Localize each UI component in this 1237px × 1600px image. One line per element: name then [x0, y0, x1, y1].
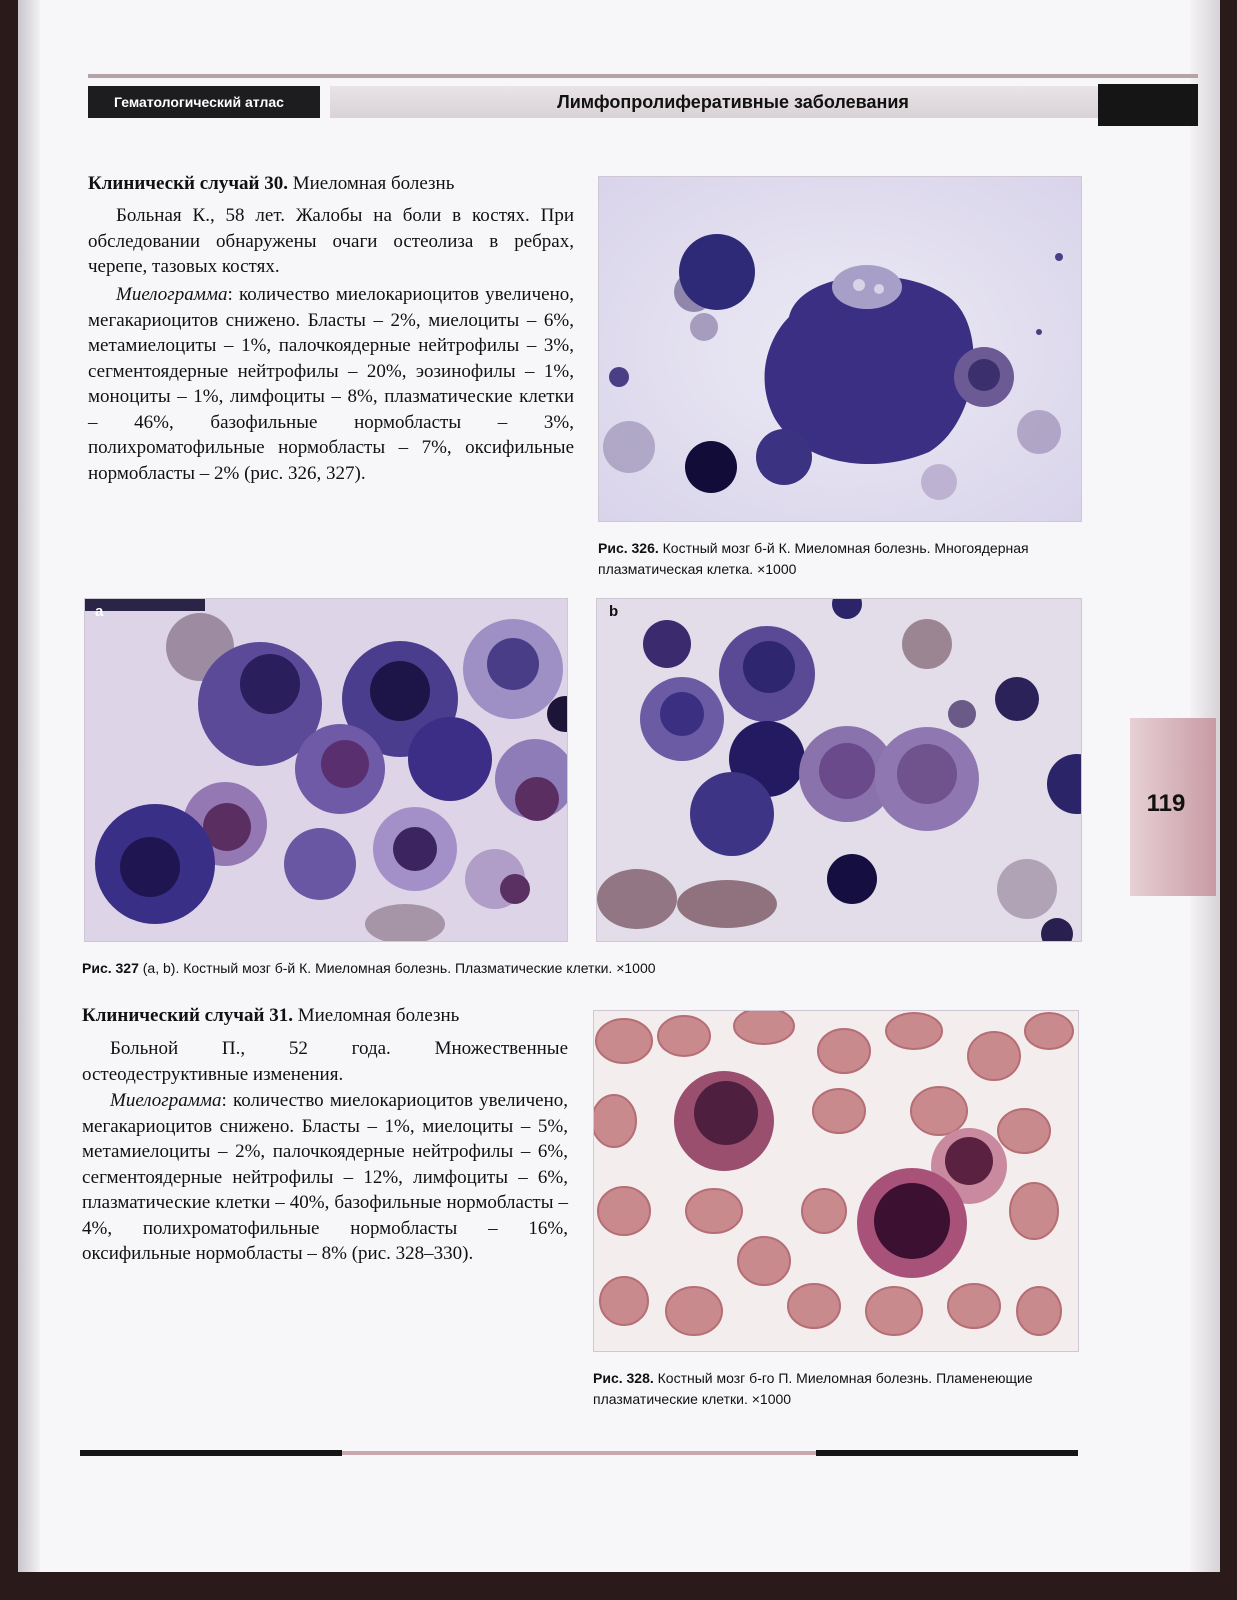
book-page — [18, 0, 1220, 1572]
atlas-title: Гематологический атлас — [88, 86, 320, 118]
footer-bar-middle — [342, 1451, 816, 1455]
case31-title — [82, 1004, 459, 1028]
figure-327b-micrograph — [596, 598, 1082, 942]
page-gutter-shadow — [18, 0, 40, 1572]
case30-title-rest: Миеломная болезнь — [292, 173, 455, 194]
figure-327a-micrograph — [84, 598, 568, 942]
case31-myelogram — [82, 1088, 568, 1267]
footer-bar-left — [80, 1450, 342, 1456]
footer-bar-right — [816, 1450, 1078, 1456]
figure-327-caption-text: (a, b). Костный мозг б-й К. Миеломная болезнь. Плазматические клетки. ×1000 — [142, 960, 656, 976]
case30-title — [88, 172, 454, 196]
figure-327b-label: b — [609, 603, 619, 620]
chapter-title: Лимфопролиферативные заболевания — [557, 92, 909, 112]
case30-myelogram-text: : количество миелокариоцитов увеличено, мегакариоцитов снижено. Бласты – 2%, миелоциты – 6%, метамиелоциты – 1%, палочкоядерные нейтрофилы – 3%, сегментоядерные нейтрофилы – 20%, эозинофилы – 1%, моноциты – 1%, лимфоциты – 8%, плазматические клетки – 46%, базофильные нормобласты – 3%, полихроматофильные нормобласты – 7%, оксифильные нормобласты – 2% (рис. 326, 327). — [88, 284, 574, 484]
figure-328-caption-text: Костный мозг б-го П. Миеломная болезнь. Пламенеющие плазматические клетки. ×1000 — [593, 1370, 1033, 1407]
figure-326-label: Рис. 326. — [598, 540, 659, 556]
case31-myelogram-text: : количество миелокариоцитов увеличено, мегакариоцитов снижено. Бласты – 1%, миелоциты – 5%, метамиелоциты – 2%, палочкоядерные нейтрофилы – 6%, сегментоядерные нейтрофилы – 12%, лимфоциты – 6%, плазматические клетки – 40%, базофильные нормобласты – 4%, полихроматофильные нормобласты – 16%, оксифильные нормобласты – 8% (рис. 328–330). — [82, 1090, 568, 1264]
case31-title-bold: Клинический случай 31. — [82, 1005, 293, 1026]
case30-myelogram — [88, 282, 574, 486]
figure-327a-label: a — [95, 603, 104, 620]
case31-intro: Больной П., 52 года. Множественные остеодеструктивные изменения. — [82, 1038, 568, 1085]
header-corner-block — [1098, 84, 1198, 126]
case31-title-rest: Миеломная болезнь — [297, 1005, 460, 1026]
figure-326-micrograph — [598, 176, 1082, 522]
case30-myelogram-label: Миелограмма — [116, 284, 228, 305]
case31-myelogram-label: Миелограмма — [110, 1090, 222, 1111]
case30-intro: Больная К., 58 лет. Жалобы на боли в костях. При обследовании обнаружены очаги остеолиза в ребрах, черепе, тазовых костях. — [88, 205, 574, 277]
figure-326-caption — [598, 538, 1078, 580]
figure-327-label: Рис. 327 — [82, 960, 139, 976]
figure-328-caption — [593, 1368, 1077, 1410]
case30-title-bold: Клиническй случай 30. — [88, 173, 288, 194]
figure-326-caption-text: Костный мозг б-й К. Миеломная болезнь. Многоядерная плазматическая клетка. ×1000 — [598, 540, 1029, 577]
header-rule — [88, 74, 1198, 78]
page-number: 119 — [1146, 790, 1186, 817]
figure-328-label: Рис. 328. — [593, 1370, 654, 1386]
figure-328-micrograph — [593, 1010, 1079, 1352]
figure-327-caption — [82, 958, 1082, 979]
